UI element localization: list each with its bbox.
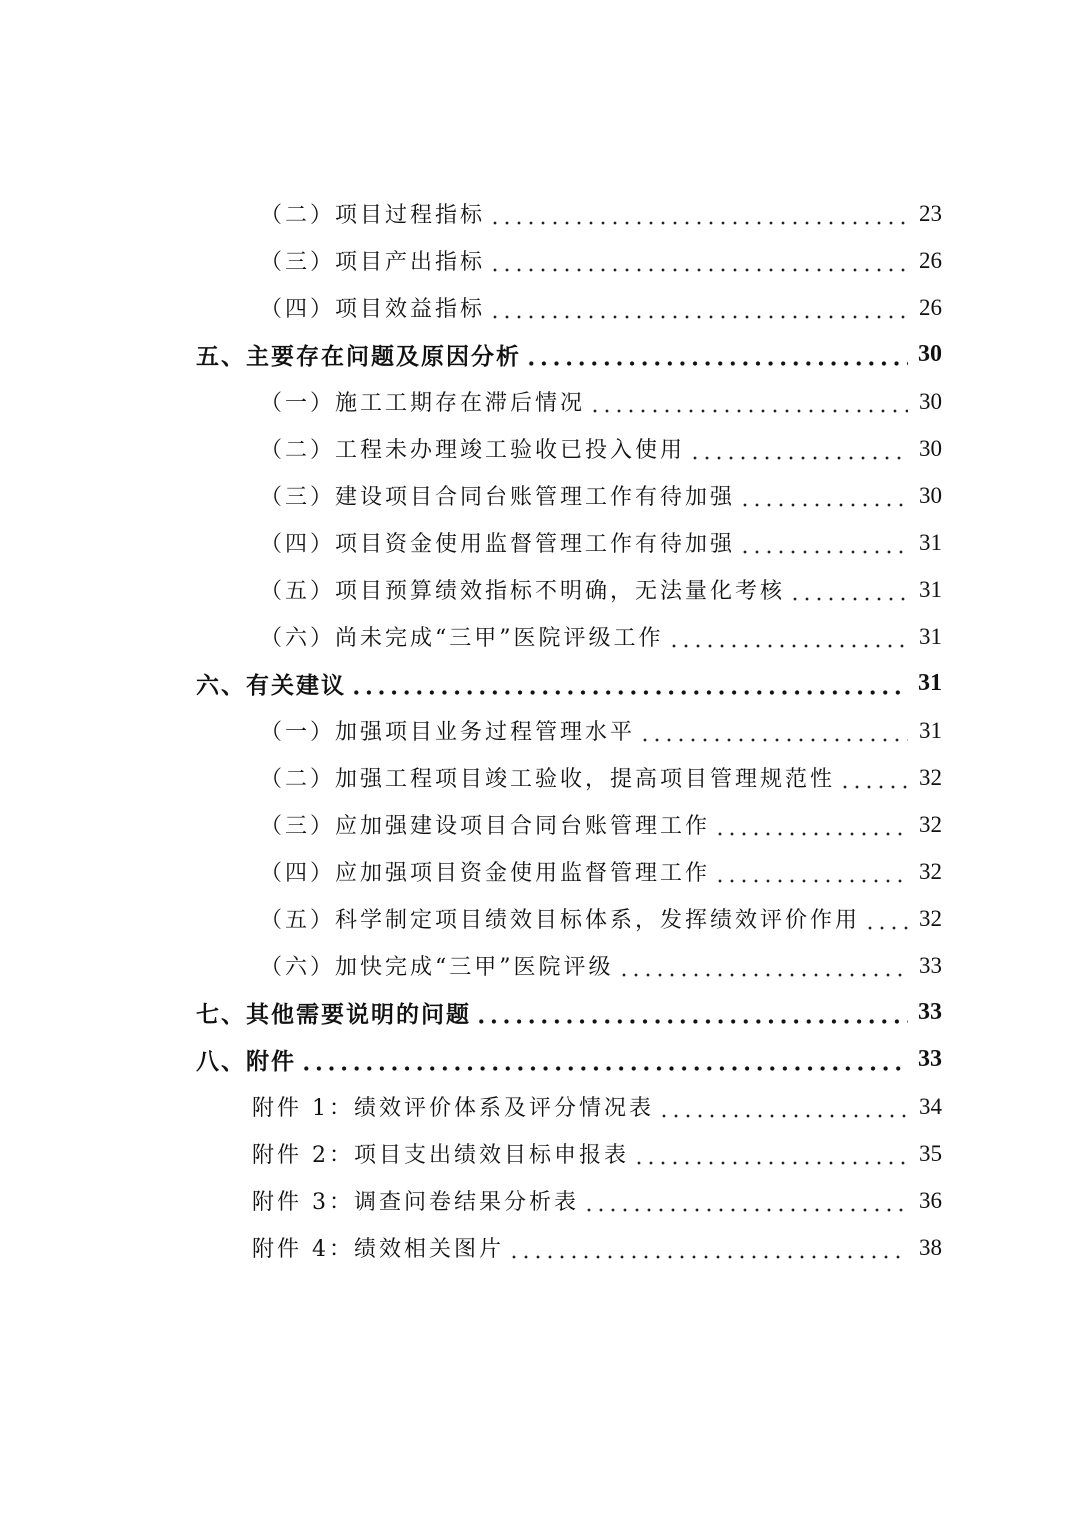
toc-attachment-entry[interactable]: [0, 1224, 1074, 1271]
toc-entry[interactable]: [0, 519, 1074, 566]
toc-section-entry[interactable]: [0, 1036, 1074, 1083]
toc-section-entry[interactable]: [0, 660, 1074, 707]
toc-entry[interactable]: [0, 378, 1074, 425]
toc-attachment-title: 附件 1：绩效评价体系及评分情况表: [252, 1096, 654, 1121]
toc-section-entry[interactable]: [0, 331, 1074, 378]
toc-entry-title: （五）项目预算绩效指标不明确，无法量化考核: [260, 579, 786, 604]
toc-entry-title: （六）尚未完成“三甲”医院评级工作: [260, 626, 664, 651]
toc-section-entry[interactable]: [0, 989, 1074, 1036]
toc-entry-title: （二）加强工程项目竣工验收，提高项目管理规范性: [260, 767, 836, 792]
toc-entry-title: （三）应加强建设项目合同台账管理工作: [260, 814, 711, 839]
toc-entry-page: 32: [919, 858, 942, 884]
toc-attachment-entry[interactable]: [0, 1177, 1074, 1224]
toc-entry-page: 30: [919, 388, 942, 414]
toc-entry-title: （五）科学制定项目绩效目标体系，发挥绩效评价作用: [260, 908, 861, 933]
toc-entry-title: （二）工程未办理竣工验收已投入使用: [260, 438, 686, 463]
toc-entry-title: （三）项目产出指标: [260, 250, 486, 275]
toc-section-title: 八、附件: [196, 1048, 296, 1075]
toc-entry[interactable]: [0, 942, 1074, 989]
toc-entry[interactable]: [0, 613, 1074, 660]
toc-entry[interactable]: [0, 425, 1074, 472]
toc-attachment-title: 附件 3：调查问卷结果分析表: [252, 1190, 579, 1215]
toc-section-page: 33: [918, 1046, 942, 1072]
dot-leader: [789, 579, 908, 601]
toc-entry-page: 26: [919, 247, 942, 273]
dot-leader: [639, 720, 908, 742]
dot-leader: [489, 297, 908, 319]
dot-leader: [489, 203, 908, 225]
toc-entry-page: 31: [919, 529, 942, 555]
toc-entry-page: 30: [919, 482, 942, 508]
dot-leader: [739, 532, 908, 554]
toc-entry[interactable]: [0, 754, 1074, 801]
toc-entry[interactable]: [0, 237, 1074, 284]
toc-entry[interactable]: [0, 284, 1074, 331]
table-of-contents: [0, 190, 1074, 1271]
toc-attachment-page: 34: [919, 1093, 942, 1119]
toc-attachment-page: 36: [919, 1187, 942, 1213]
toc-entry-page: 31: [919, 623, 942, 649]
toc-entry-page: 31: [919, 576, 942, 602]
toc-entry[interactable]: [0, 707, 1074, 754]
dot-leader: [300, 1049, 908, 1071]
toc-entry-page: 31: [919, 717, 942, 743]
toc-entry-title: （四）项目资金使用监督管理工作有待加强: [260, 532, 736, 557]
toc-entry-page: 23: [919, 200, 942, 226]
toc-entry-page: 26: [919, 294, 942, 320]
toc-section-page: 33: [918, 999, 942, 1025]
toc-section-title: 六、有关建议: [196, 672, 346, 699]
toc-attachment-page: 38: [919, 1234, 942, 1260]
toc-entry-title: （一）施工工期存在滞后情况: [260, 391, 586, 416]
dot-leader: [633, 1143, 908, 1165]
dot-leader: [489, 250, 908, 272]
toc-entry-page: 30: [919, 435, 942, 461]
toc-attachment-title: 附件 2：项目支出绩效目标申报表: [252, 1143, 629, 1168]
toc-entry-title: （四）项目效益指标: [260, 297, 486, 322]
toc-entry-title: （四）应加强项目资金使用监督管理工作: [260, 861, 711, 886]
dot-leader: [839, 767, 908, 789]
toc-entry-title: （一）加强项目业务过程管理水平: [260, 720, 636, 745]
dot-leader: [689, 438, 908, 460]
toc-entry[interactable]: [0, 801, 1074, 848]
dot-leader: [618, 955, 909, 977]
toc-section-title: 七、其他需要说明的问题: [196, 1001, 471, 1028]
toc-entry-title: （二）项目过程指标: [260, 203, 486, 228]
toc-attachment-entry[interactable]: [0, 1130, 1074, 1177]
dot-leader: [714, 861, 908, 883]
toc-attachment-entry[interactable]: [0, 1083, 1074, 1130]
dot-leader: [658, 1096, 908, 1118]
toc-entry-page: 32: [919, 764, 942, 790]
dot-leader: [508, 1237, 908, 1259]
toc-entry-page: 32: [919, 905, 942, 931]
dot-leader: [583, 1190, 908, 1212]
toc-entry-page: 32: [919, 811, 942, 837]
toc-entry[interactable]: [0, 472, 1074, 519]
toc-attachment-page: 35: [919, 1140, 942, 1166]
toc-entry-title: （六）加快完成“三甲”医院评级: [260, 955, 614, 980]
dot-leader: [475, 1002, 908, 1024]
dot-leader: [864, 908, 908, 930]
toc-entry[interactable]: [0, 190, 1074, 237]
dot-leader: [589, 391, 908, 413]
toc-entry[interactable]: [0, 566, 1074, 613]
toc-entry[interactable]: [0, 848, 1074, 895]
toc-section-page: 30: [918, 341, 942, 367]
dot-leader: [350, 673, 908, 695]
dot-leader: [739, 485, 908, 507]
dot-leader: [714, 814, 908, 836]
dot-leader: [525, 344, 908, 366]
toc-attachment-title: 附件 4：绩效相关图片: [252, 1237, 504, 1262]
dot-leader: [668, 626, 909, 648]
toc-section-title: 五、主要存在问题及原因分析: [196, 343, 521, 370]
toc-entry-page: 33: [919, 952, 942, 978]
toc-section-page: 31: [918, 670, 942, 696]
toc-entry[interactable]: [0, 895, 1074, 942]
toc-entry-title: （三）建设项目合同台账管理工作有待加强: [260, 485, 736, 510]
